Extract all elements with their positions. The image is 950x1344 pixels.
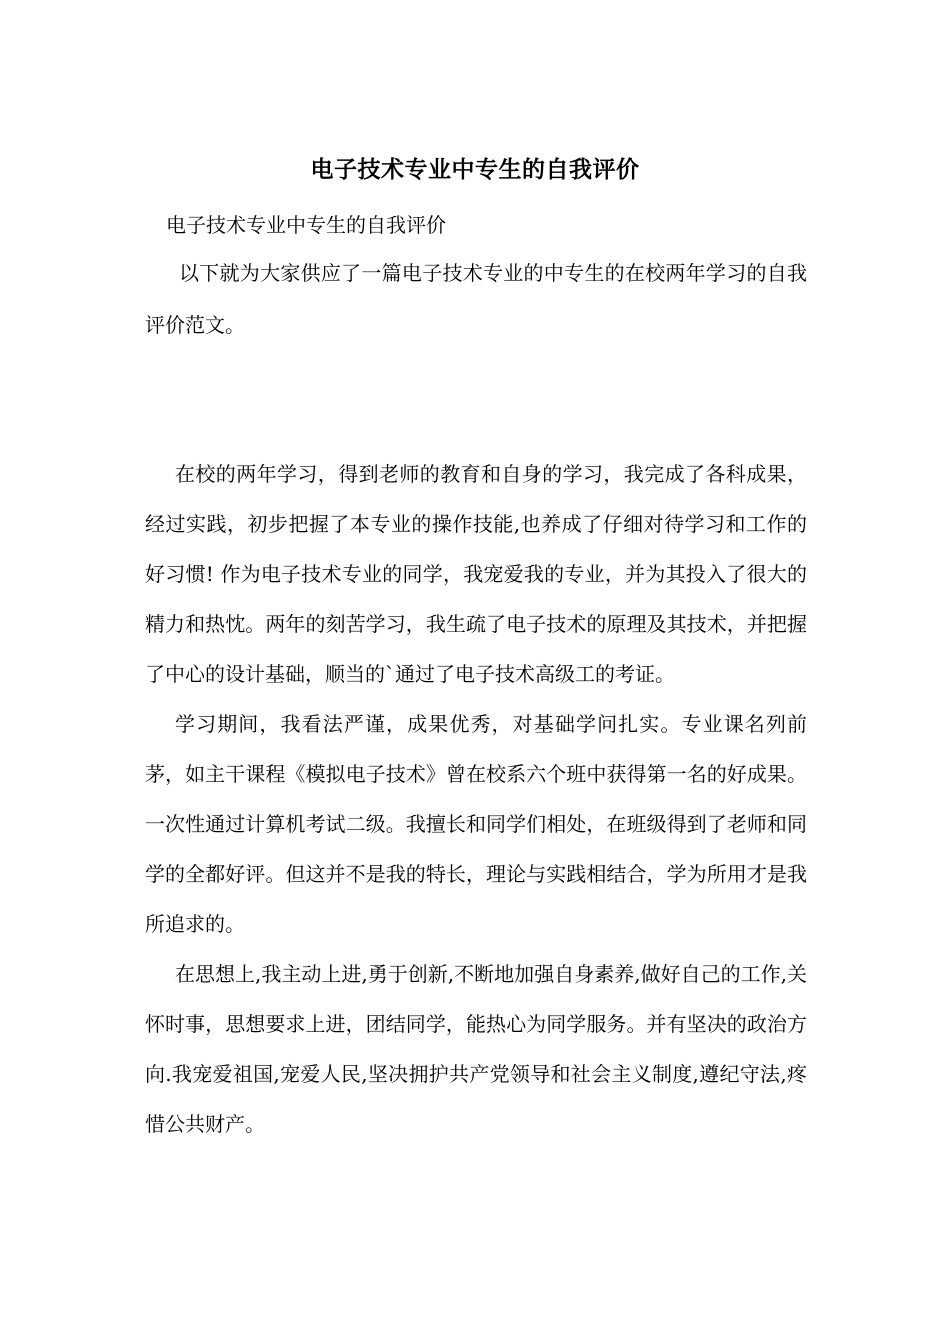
intro-paragraph: 以下就为大家供应了一篇电子技术专业的中专生的在校两年学习的自我评价范文。 — [145, 261, 807, 337]
body-text — [145, 449, 807, 1149]
document-subtitle: 电子技术专业中专生的自我评价 — [166, 213, 446, 237]
paragraph-ideology: 在思想上,我主动上进,勇于创新,不断地加强自身素养,做好自己的工作,关怀时事，思想要求上进，团结同学，能热心为同学服务。并有坚决的政治方向.我宠爱祖国,宠爱人民,坚决拥护共产党领导和社会主义制度,遵纪守法,疼惜公共财产。 — [145, 962, 807, 1136]
intro-block — [145, 247, 807, 351]
document-title: 电子技术专业中专生的自我评价 — [310, 156, 640, 183]
paragraph-academic-performance: 学习期间，我看法严谨，成果优秀，对基础学问扎实。专业课名列前茅，如主干课程《模拟电子技术》曾在校系六个班中获得第一名的好成果。一次性通过计算机考试二级。我擅长和同学们相处，在班级得到了老师和同学的全都好评。但这并不是我的特长，理论与实践相结合，学为所用才是我所追求的。 — [145, 712, 807, 936]
paragraph-study-results: 在校的两年学习，得到老师的教育和自身的学习，我完成了各科成果，经过实践，初步把握了本专业的操作技能,也养成了仔细对待学习和工作的好习惯! 作为电子技术专业的同学，我宠爱我的专业，并为其投入了很大的精力和热忱。两年的刻苦学习，我生疏了电子技术的原理及其技术，并把握了中心的设计基础，顺当的`通过了电子技术高级工的考证。 — [145, 462, 807, 686]
